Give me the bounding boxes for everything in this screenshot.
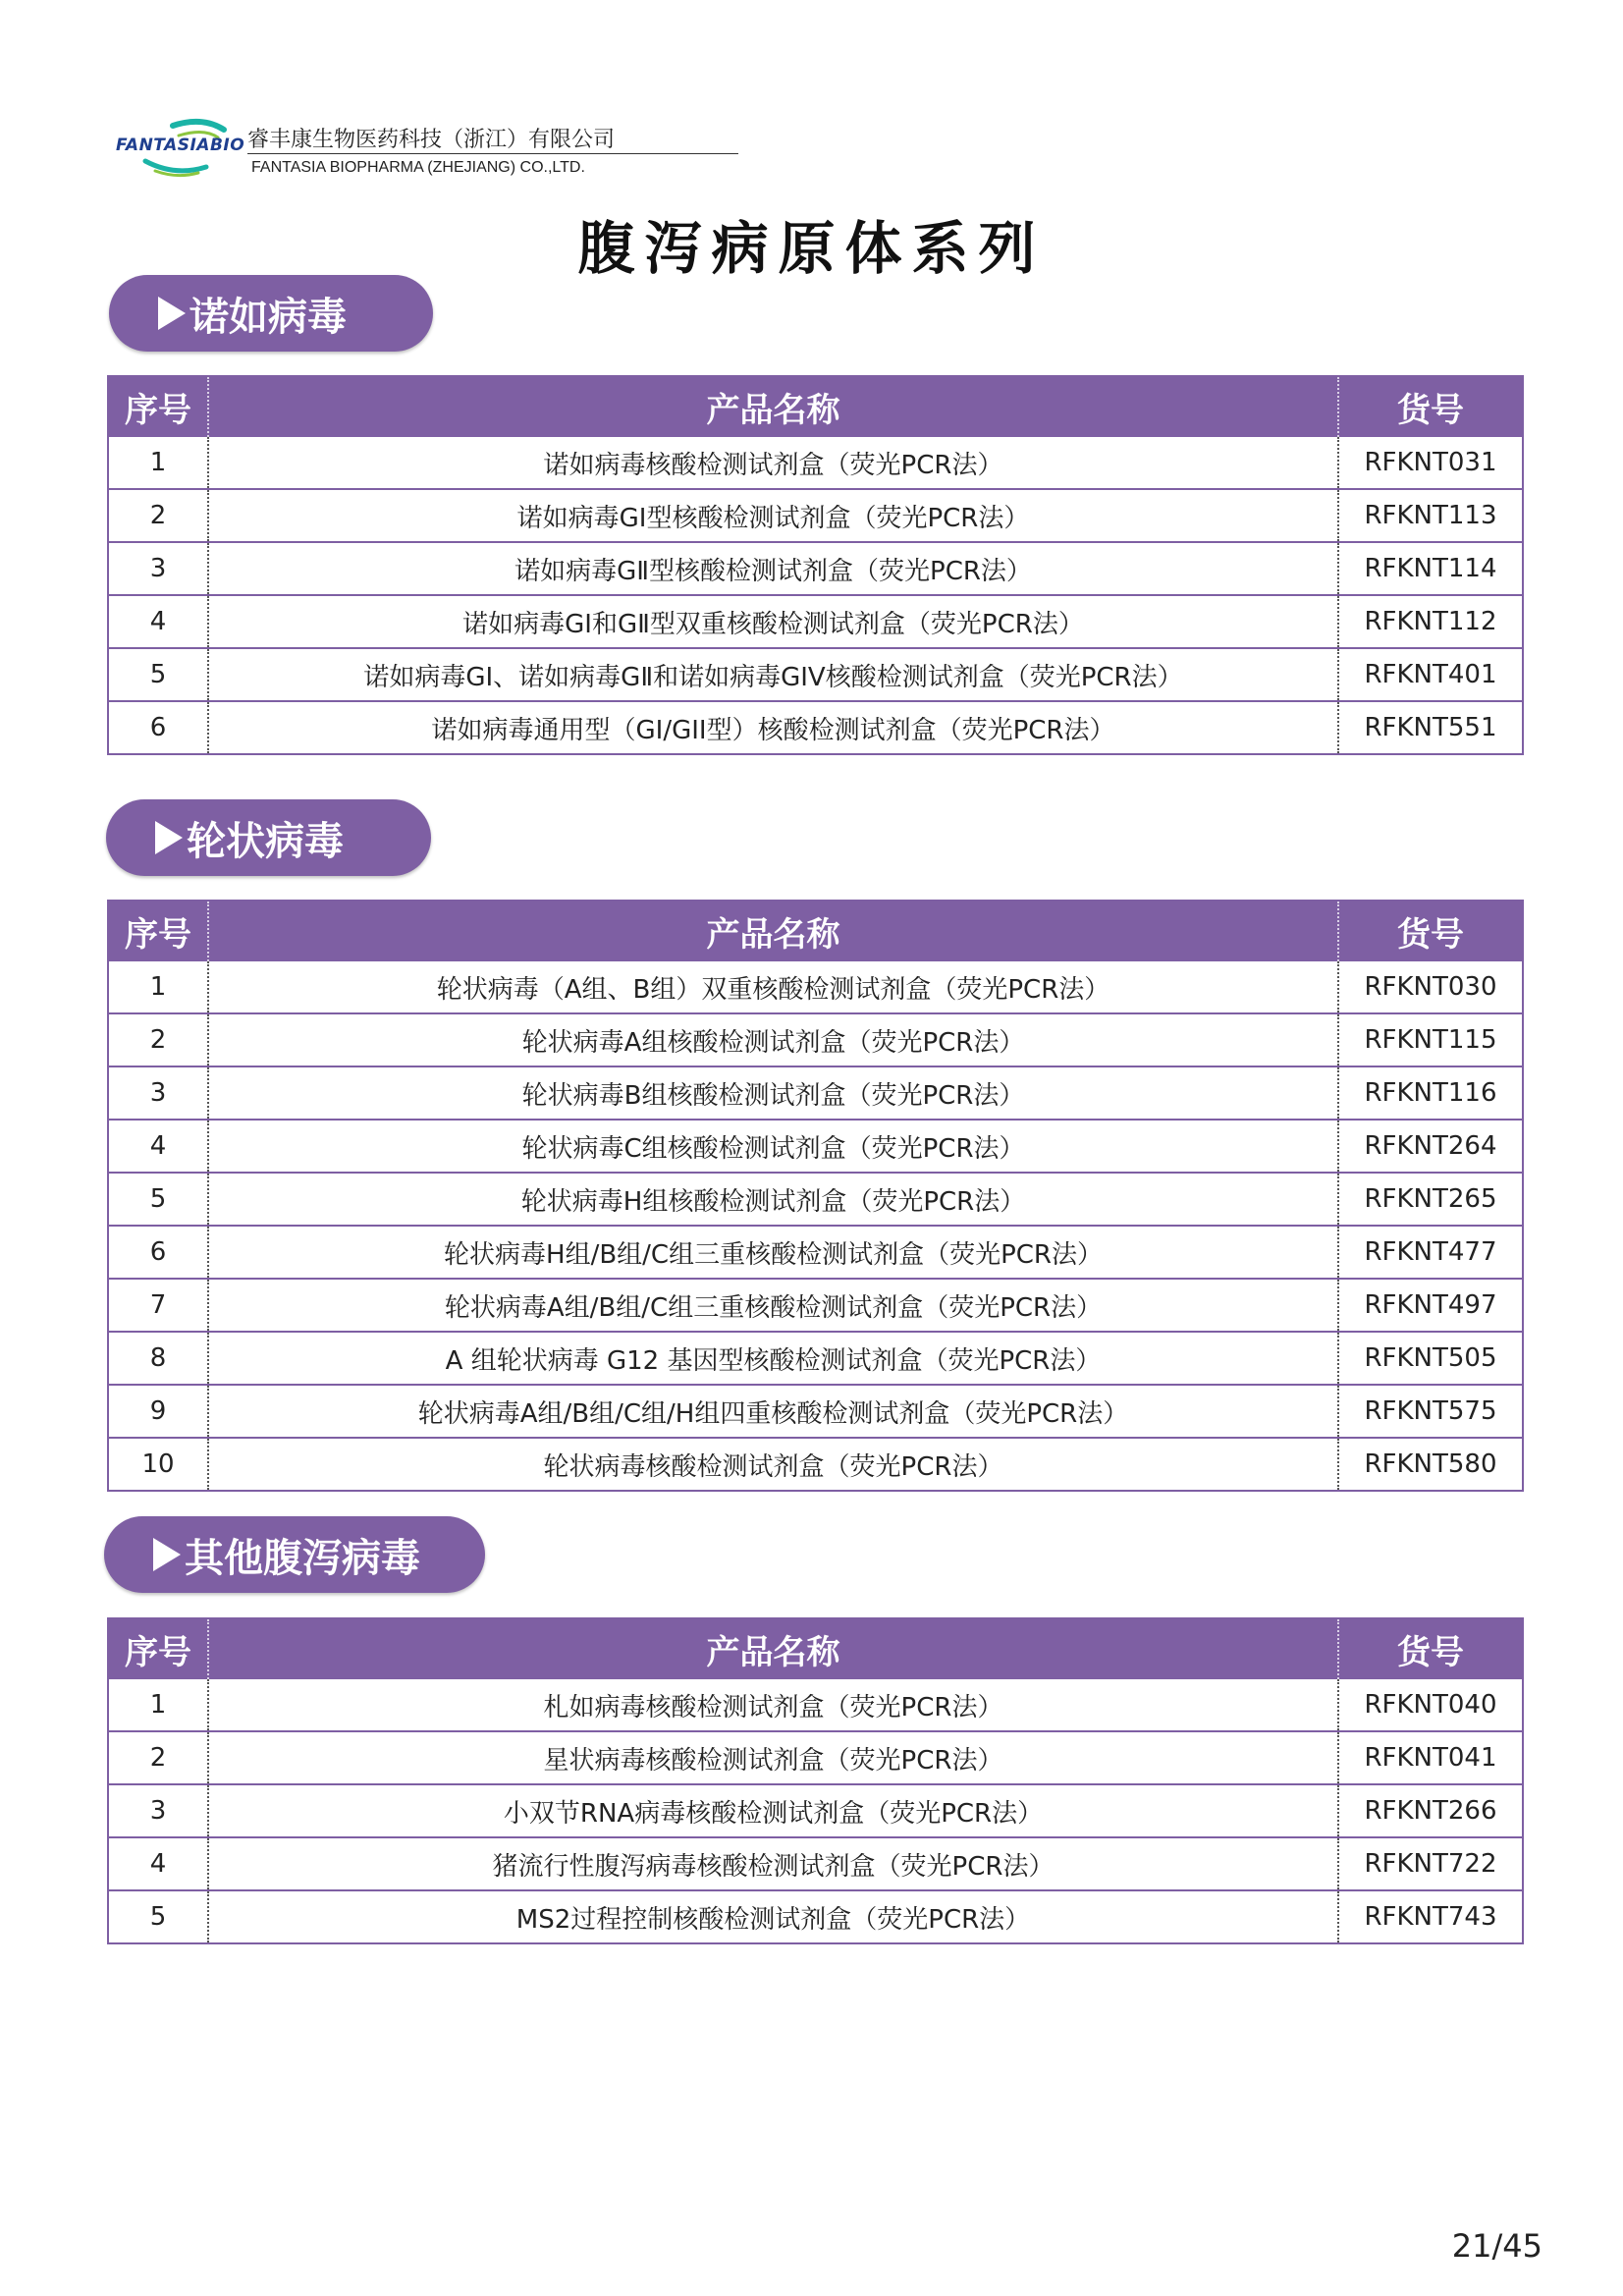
col-header-code: 货号 (1338, 376, 1523, 437)
row-seq-cell: 1 (108, 961, 208, 1013)
table-row (108, 1837, 1523, 1890)
header-divider (247, 153, 738, 154)
product-table-norovirus (107, 375, 1524, 755)
col-header-name: 产品名称 (208, 901, 1338, 961)
row-name-cell: 轮状病毒A组/B组/C组三重核酸检测试剂盒（荧光PCR法） (208, 1279, 1338, 1332)
row-seq-cell: 4 (108, 595, 208, 648)
row-name-cell: 诺如病毒GⅠ型核酸检测试剂盒（荧光PCR法） (208, 489, 1338, 542)
play-arrow-icon (153, 1538, 181, 1571)
row-seq-cell: 2 (108, 1731, 208, 1784)
row-code-cell: RFKNT031 (1338, 437, 1523, 489)
table-row (108, 648, 1523, 701)
table-row (108, 1890, 1523, 1943)
section-pill-other-diarrhea-virus (104, 1516, 485, 1593)
row-seq-cell: 9 (108, 1385, 208, 1438)
table-row (108, 1013, 1523, 1066)
row-code-cell: RFKNT580 (1338, 1438, 1523, 1491)
table-row (108, 542, 1523, 595)
table-row (108, 701, 1523, 754)
row-seq-cell: 1 (108, 437, 208, 489)
row-code-cell: RFKNT551 (1338, 701, 1523, 754)
row-seq-cell: 10 (108, 1438, 208, 1491)
row-seq-cell: 4 (108, 1120, 208, 1173)
row-name-cell: 轮状病毒B组核酸检测试剂盒（荧光PCR法） (208, 1066, 1338, 1120)
table-header-row (108, 376, 1523, 437)
col-header-code: 货号 (1338, 1618, 1523, 1679)
row-code-cell: RFKNT265 (1338, 1173, 1523, 1226)
row-name-cell: 轮状病毒A组核酸检测试剂盒（荧光PCR法） (208, 1013, 1338, 1066)
product-table-other (107, 1617, 1524, 1944)
row-code-cell: RFKNT113 (1338, 489, 1523, 542)
row-name-cell: 诺如病毒GI、诺如病毒GⅡ和诺如病毒GIV核酸检测试剂盒（荧光PCR法） (208, 648, 1338, 701)
row-code-cell: RFKNT264 (1338, 1120, 1523, 1173)
row-seq-cell: 4 (108, 1837, 208, 1890)
section-pill-rotavirus (106, 799, 431, 876)
row-name-cell: 轮状病毒（A组、B组）双重核酸检测试剂盒（荧光PCR法） (208, 961, 1338, 1013)
table-row (108, 1173, 1523, 1226)
row-seq-cell: 1 (108, 1679, 208, 1731)
row-name-cell: 诺如病毒核酸检测试剂盒（荧光PCR法） (208, 437, 1338, 489)
row-name-cell: 小双节RNA病毒核酸检测试剂盒（荧光PCR法） (208, 1784, 1338, 1837)
play-arrow-icon (155, 821, 183, 854)
row-code-cell: RFKNT116 (1338, 1066, 1523, 1120)
section-label: 其他腹泻病毒 (185, 1535, 420, 1581)
row-seq-cell: 5 (108, 1173, 208, 1226)
row-code-cell: RFKNT112 (1338, 595, 1523, 648)
col-header-name: 产品名称 (208, 376, 1338, 437)
section-label: 轮状病毒 (187, 818, 344, 864)
row-code-cell: RFKNT497 (1338, 1279, 1523, 1332)
col-header-code: 货号 (1338, 901, 1523, 961)
col-header-seq: 序号 (108, 376, 208, 437)
row-name-cell: A 组轮状病毒 G12 基因型核酸检测试剂盒（荧光PCR法） (208, 1332, 1338, 1385)
row-name-cell: 猪流行性腹泻病毒核酸检测试剂盒（荧光PCR法） (208, 1837, 1338, 1890)
row-name-cell: 轮状病毒H组/B组/C组三重核酸检测试剂盒（荧光PCR法） (208, 1226, 1338, 1279)
row-seq-cell: 3 (108, 542, 208, 595)
table-row (108, 1731, 1523, 1784)
row-seq-cell: 7 (108, 1279, 208, 1332)
row-code-cell: RFKNT041 (1338, 1731, 1523, 1784)
table-header-row (108, 901, 1523, 961)
row-code-cell: RFKNT477 (1338, 1226, 1523, 1279)
table-row (108, 595, 1523, 648)
company-name-en: FANTASIA BIOPHARMA (ZHEJIANG) CO.,LTD. (251, 159, 585, 176)
row-code-cell: RFKNT505 (1338, 1332, 1523, 1385)
product-table-rotavirus (107, 900, 1524, 1492)
row-seq-cell: 6 (108, 701, 208, 754)
col-header-seq: 序号 (108, 901, 208, 961)
row-name-cell: 诺如病毒GⅡ型核酸检测试剂盒（荧光PCR法） (208, 542, 1338, 595)
row-name-cell: 轮状病毒核酸检测试剂盒（荧光PCR法） (543, 1451, 1003, 1482)
table-row (108, 961, 1523, 1013)
table-header-row (108, 1618, 1523, 1679)
table-row (108, 1438, 1523, 1491)
table-row (108, 1120, 1523, 1173)
table-row (108, 1226, 1523, 1279)
row-name-cell: 轮状病毒C组核酸检测试剂盒（荧光PCR法） (208, 1120, 1338, 1173)
col-header-name: 产品名称 (208, 1618, 1338, 1679)
row-seq-cell: 5 (108, 1890, 208, 1943)
row-code-cell: RFKNT030 (1338, 961, 1523, 1013)
row-seq-cell: 5 (108, 648, 208, 701)
row-name-cell: 札如病毒核酸检测试剂盒（荧光PCR法） (208, 1679, 1338, 1731)
table-row (108, 1679, 1523, 1731)
company-logo (116, 116, 636, 185)
row-seq-cell: 2 (108, 489, 208, 542)
row-code-cell: RFKNT115 (1338, 1013, 1523, 1066)
table-row (108, 1066, 1523, 1120)
row-seq-cell: 6 (108, 1226, 208, 1279)
row-name-cell: 轮状病毒H组核酸检测试剂盒（荧光PCR法） (208, 1173, 1338, 1226)
page-number: 21/45 (1451, 2227, 1542, 2265)
row-name-cell: 星状病毒核酸检测试剂盒（荧光PCR法） (208, 1731, 1338, 1784)
section-label: 诺如病毒 (189, 294, 347, 340)
row-seq-cell: 3 (108, 1784, 208, 1837)
logo-wordmark: FANTASIABIO (116, 136, 245, 155)
row-code-cell: RFKNT743 (1338, 1890, 1523, 1943)
row-code-cell: RFKNT114 (1338, 542, 1523, 595)
row-code-cell: RFKNT040 (1338, 1679, 1523, 1731)
row-seq-cell: 3 (108, 1066, 208, 1120)
row-name-cell: 诺如病毒通用型（GI/GII型）核酸检测试剂盒（荧光PCR法） (431, 715, 1115, 745)
row-name-cell: MS2过程控制核酸检测试剂盒（荧光PCR法） (515, 1904, 1031, 1935)
row-seq-cell: 2 (108, 1013, 208, 1066)
row-code-cell: RFKNT401 (1338, 648, 1523, 701)
table-row (108, 1784, 1523, 1837)
row-code-cell: RFKNT722 (1338, 1837, 1523, 1890)
table-row (108, 489, 1523, 542)
page-title: 腹泻病原体系列 (577, 215, 1046, 282)
table-row (108, 437, 1523, 489)
company-name-cn: 睿丰康生物医药科技（浙江）有限公司 (247, 128, 616, 152)
row-name-cell: 诺如病毒GⅠ和GⅡ型双重核酸检测试剂盒（荧光PCR法） (208, 595, 1338, 648)
col-header-seq: 序号 (108, 1618, 208, 1679)
play-arrow-icon (158, 297, 186, 330)
table-row (108, 1332, 1523, 1385)
table-row (108, 1385, 1523, 1438)
table-row (108, 1279, 1523, 1332)
row-code-cell: RFKNT266 (1338, 1784, 1523, 1837)
row-name-cell: 轮状病毒A组/B组/C组/H组四重核酸检测试剂盒（荧光PCR法） (208, 1385, 1338, 1438)
row-seq-cell: 8 (108, 1332, 208, 1385)
section-pill-norovirus (109, 275, 433, 352)
row-code-cell: RFKNT575 (1338, 1385, 1523, 1438)
